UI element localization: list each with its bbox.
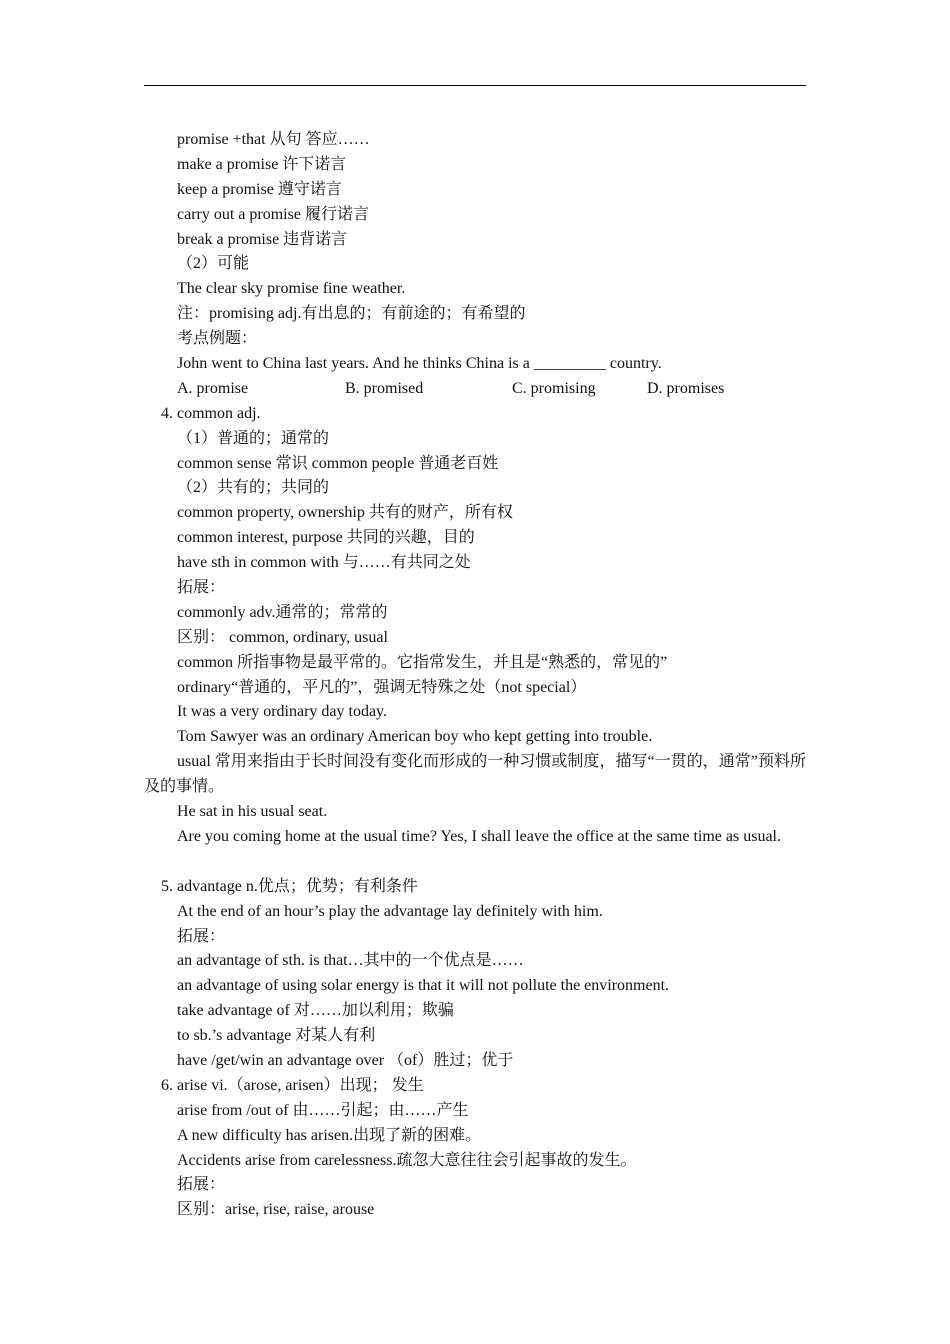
text-line: 区别：arise, rise, raise, arouse [177,1201,375,1219]
text-line: have /get/win an advantage over （of）胜过；优于 [177,1051,514,1069]
answer-options [144,377,806,402]
item-heading: arise vi.（arose, arisen）出现； 发生 [177,1076,424,1094]
text-line: common interest, purpose 共同的兴趣，目的 [177,529,475,547]
example-sentence: A new difficulty has arisen.出现了新的困难。 [177,1126,482,1144]
text-line: （2）可能 [177,255,250,273]
numbered-item-6 [144,1074,806,1099]
exam-heading: 考点例题： [177,330,258,348]
text-line: take advantage of 对……加以利用；欺骗 [177,1002,454,1020]
example-sentence: Tom Sawyer was an ordinary American boy who kept getting into trouble. [177,728,653,746]
numbered-item-4 [144,402,806,427]
item-number: 6. [161,1076,173,1094]
option-a: A. promise [177,379,249,397]
example-sentence: The clear sky promise fine weather. [177,280,406,298]
paragraph: Are you coming home at the usual time? Yes, I shall leave the office at the same time as usual. [177,827,781,845]
text-line: commonly adv.通常的；常常的 [177,603,388,621]
text-line: 拓展： [177,579,226,597]
note-line: 注：promising adj.有出息的；有前途的；有希望的 [177,305,526,323]
example-sentence: He sat in his usual seat. [177,803,328,821]
exam-question: John went to China last years. And he thinks China is a _________ country. [177,355,662,373]
text-line: common property, ownership 共有的财产，所有权 [177,504,513,522]
text-line: break a promise 违背诺言 [177,230,348,248]
example-sentence: At the end of an hour’s play the advantage lay definitely with him. [177,902,603,920]
text-line: common sense 常识 common people 普通老百姓 [177,454,499,472]
text-line: promise +that 从句 答应…… [177,131,370,148]
text-line: （2）共有的；共同的 [177,479,330,497]
text-line: carry out a promise 履行诺言 [177,205,369,223]
header-rule [144,85,806,86]
example-sentence: It was a very ordinary day today. [177,703,387,721]
example-sentence: Accidents arise from carelessness.疏忽大意往往会引起事故的发生。 [177,1151,637,1169]
document-body [144,128,806,1223]
text-line: to sb.’s advantage 对某人有利 [177,1027,376,1045]
text-line: make a promise 许下诺言 [177,155,347,173]
text-line: （1）普通的；通常的 [177,429,330,447]
text-line: keep a promise 遵守诺言 [177,180,342,198]
item-number: 5. [161,877,173,895]
option-c: C. promising [512,379,596,397]
option-d: D. promises [647,379,725,397]
text-line: ordinary“普通的，平凡的”，强调无特殊之处（not special） [177,678,587,696]
item-heading: common adj. [177,404,261,422]
text-line: arise from /out of 由……引起；由……产生 [177,1101,469,1119]
item-heading: advantage n.优点；优势；有利条件 [177,877,418,895]
text-line: common 所指事物是最平常的。它指常发生，并且是“熟悉的，常见的” [177,653,668,671]
numbered-item-5 [144,875,806,900]
text-line: have sth in common with 与……有共同之处 [177,554,471,572]
text-line: 拓展： [177,927,226,945]
paragraph: usual 常用来指由于长时间没有变化而形成的一种习惯或制度，描写“一贯的，通常”预料所及的事情。 [144,753,806,796]
text-line: an advantage of sth. is that…其中的一个优点是…… [177,952,524,970]
item-number: 4. [161,404,173,422]
option-b: B. promised [345,379,424,397]
text-line: 区别： common, ordinary, usual [177,628,388,646]
text-line: 拓展： [177,1176,226,1194]
example-sentence: an advantage of using solar energy is that it will not pollute the environment. [177,977,670,995]
